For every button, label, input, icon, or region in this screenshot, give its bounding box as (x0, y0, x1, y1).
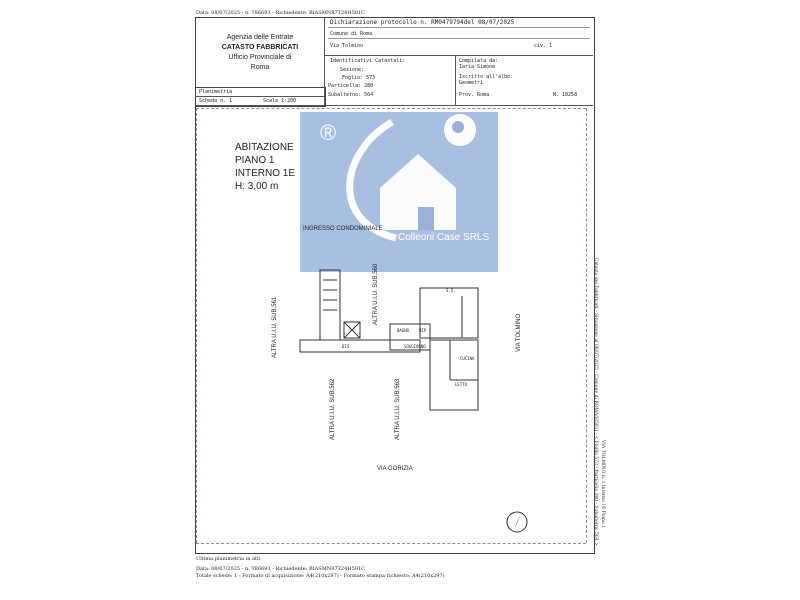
protocol-text: Dichiarazione protocollo n. RM0479794del 08/07/2025 (330, 19, 515, 26)
side-text-address: VIA TOLMINO n. 1 Interno 1E Piano 1 (600, 440, 605, 528)
label-sub563: ALTRA U.I.U. SUB.563 (395, 378, 401, 440)
n-text: N. 10258 (553, 92, 578, 98)
comune-text: Comune di Roma (330, 31, 373, 37)
unit-height: H: 3,00 m (235, 181, 279, 192)
guide-line (586, 108, 587, 543)
agency-name: Agenzia delle Entrate (226, 34, 294, 41)
footer-ultima: Ultima planimetria in atti (196, 556, 261, 562)
subalterno-label: Subalterno: 564 (328, 92, 374, 98)
prov-text: Prov. Roma (459, 92, 490, 98)
footer-line2: Totale schede: 1 - Formato di acquisizione: A4(210x297) - Formato stampa richiesto: A4(210x297) (196, 573, 445, 579)
unit-interno: INTERNO 1E (235, 168, 296, 179)
particella-label: Particella: 280 (328, 83, 374, 89)
foglio-label: Foglio: 573 (342, 75, 376, 81)
agency-city: Roma (250, 64, 270, 71)
label-ss: S.S. (446, 288, 456, 293)
guide-line (196, 108, 197, 543)
label-sub560: ALTRA U.I.U. SUB.560 (373, 263, 379, 325)
unit-type: ABITAZIONE (235, 142, 294, 153)
side-text-cadastre: Catasto dei Fabbricati - Situazione al 08/07/2025 - Comune di ROMA(H501) - < Foglio 573 - Particella 280 - Subalterno 564 > (593, 258, 598, 546)
north-arrow-icon (505, 510, 529, 534)
unit-info (235, 141, 295, 193)
label-ingresso: INGRESSO CONDOMINIALE (303, 226, 383, 232)
label-cucina: CUCINA (460, 356, 475, 361)
footer-line1: Data: 08/07/2025 - n. T86693 - Richiedente: BIASMN87T24H501C (196, 566, 365, 572)
agency-ufficio: Ufficio Provinciale di (228, 54, 292, 61)
label-dis: DIS (342, 344, 350, 349)
label-via-gorizia: VIA GORIZIA (377, 466, 413, 472)
compiled-name: Iaria Simone (459, 64, 496, 70)
sezione-label: Sezione: (340, 67, 365, 73)
watermark-text: Colleoni Case SRLS (398, 232, 490, 243)
label-via-tolmino: VIA TOLMINO (516, 313, 522, 352)
registered-icon: ® (320, 120, 337, 145)
label-letto: LETTO (455, 382, 468, 387)
label-sub561: ALTRA U.I.U. SUB.561 (272, 296, 278, 358)
albo-value: Geometri (459, 80, 484, 86)
albo-label: Iscritto all'albo: (459, 74, 514, 80)
header-divider (455, 55, 456, 105)
unit-floor: PIANO 1 (235, 155, 275, 166)
guide-line (196, 543, 586, 544)
underline (328, 38, 590, 39)
identifiers-title: Identificativi Catastali: (330, 58, 406, 64)
plan-box-divider (195, 96, 324, 97)
scala-label: Scala 1:200 (263, 98, 297, 104)
scheda-label: Scheda n. 1 (199, 98, 233, 104)
compiled-title: Compilata da: (459, 58, 499, 64)
underline (328, 27, 590, 28)
label-rip: RIP (419, 328, 427, 333)
header-divider (324, 55, 593, 56)
watermark-logo (300, 112, 498, 272)
civ-text: civ. 1 (534, 43, 553, 49)
label-sub562: ALTRA U.I.U. SUB.562 (330, 378, 336, 440)
label-soggiorno: SOGGIORNO (404, 344, 426, 349)
top-header: Data: 08/07/2025 - n. T86693 - Richiedente: BIASMN87T24H501C (196, 10, 365, 16)
guide-line (196, 108, 586, 109)
plan-title: Planimetria (199, 89, 233, 95)
agency-block (196, 33, 324, 73)
agency-catasto: CATASTO FABBRICATI (221, 44, 299, 51)
via-text: Via Tolmino (330, 43, 364, 49)
floor-plan-icon (290, 260, 540, 420)
label-bagno: BAGNO (397, 328, 410, 333)
